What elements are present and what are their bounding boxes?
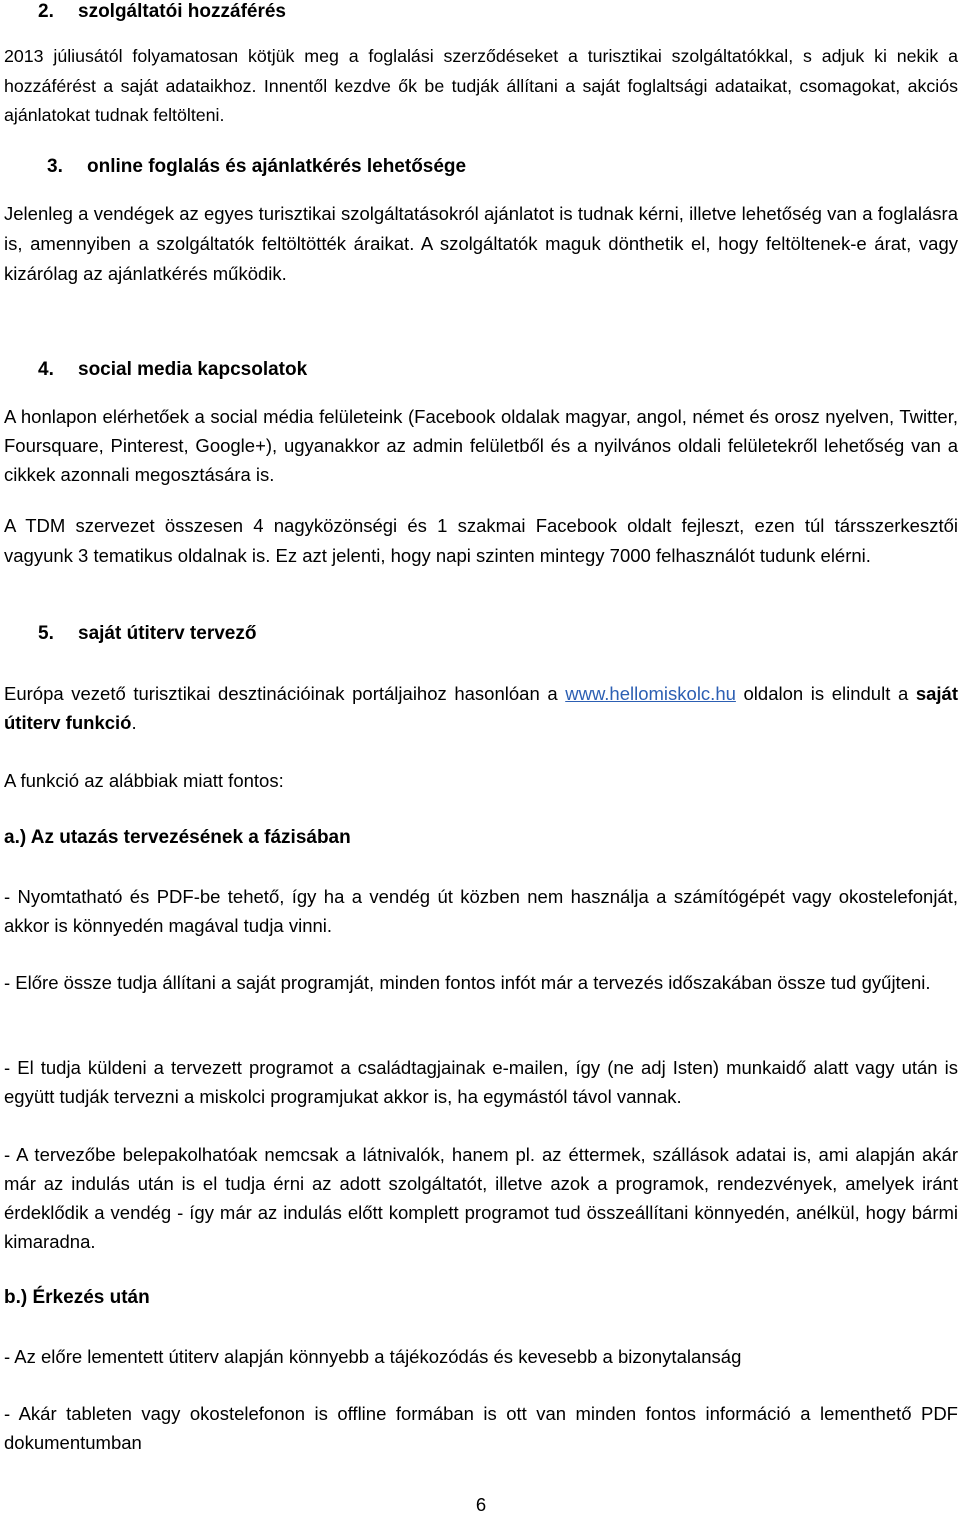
section-5-title: saját útiterv tervező <box>78 623 257 644</box>
section-5-body-mid: oldalon is elindult a <box>735 683 916 704</box>
subsection-b-heading: b.) Érkezés után <box>4 1287 150 1308</box>
subsection-a-item-1: - Nyomtatható és PDF-be tehető, így ha a vendég út közben nem használja a számítógépét vagy okostelefonját, akkor is könnyedén magával tudja vinni. <box>4 886 958 936</box>
subsection-a-item-2: - Előre össze tudja állítani a saját programját, minden fontos infót már a tervezés időszakában össze tud gyűjteni. <box>4 972 931 993</box>
section-5-body <box>4 679 958 737</box>
subsection-b-item-2: - Akár tableten vagy okostelefonon is offline formában is ott van minden fontos információ a lementhető PDF dokumentumban <box>4 1403 958 1453</box>
section-4-title: social media kapcsolatok <box>78 359 308 380</box>
section-3-title: online foglalás és ajánlatkérés lehetősége <box>87 156 467 177</box>
subsection-a-heading: a.) Az utazás tervezésének a fázisában <box>4 827 351 848</box>
page-number: 6 <box>475 1494 487 1515</box>
section-4-heading <box>38 358 307 382</box>
document-page <box>4 0 958 1515</box>
section-5-body-pre: Európa vezető turisztikai desztinációinak portáljaihoz hasonlóan a <box>4 683 566 704</box>
section-3-heading <box>47 155 466 179</box>
subsection-a-item-3: - El tudja küldeni a tervezett programot a családtagjainak e-mailen, így (ne adj Isten) munkaidő alatt vagy után is együtt tudják tervezni a miskolci programjukat akkor is, ha egymástól távol vannak. <box>4 1057 958 1107</box>
section-4-body-1: A honlapon elérhetőek a social média felületeink (Facebook oldalak magyar, angol, német és orosz nyelven, Twitter, Foursquare, Pinterest, Google+), ugyanakkor az admin felületből és a nyilvános oldali felületekről lehetőség van a cikkek azonnali megosztására is. <box>4 406 958 485</box>
hellomiskolc-link[interactable]: www.hellomiskolc.hu <box>565 683 736 704</box>
section-2-heading <box>38 0 286 24</box>
section-5-number: 5. <box>38 623 54 644</box>
section-5-body-post: . <box>131 712 137 733</box>
section-3-body: Jelenleg a vendégek az egyes turisztikai szolgáltatásokról ajánlatot is tudnak kérni, illetve lehetőség van a foglalásra is, amennyiben a szolgáltatók feltöltötték áraikat. A szolgáltatók maguk dönthetik el, hogy feltöltenek-e árat, vagy kizárólag az ajánlatkérés működik. <box>4 203 958 284</box>
subsection-b-item-1: - Az előre lementett útiterv alapján könnyebb a tájékozódás és kevesebb a bizonytalanság <box>4 1346 742 1367</box>
section-2-number: 2. <box>38 1 54 22</box>
section-5-importance: A funkció az alábbiak miatt fontos: <box>4 770 284 791</box>
section-4-number: 4. <box>38 359 54 380</box>
section-5-body-bold: saját útiterv funkció <box>4 683 959 733</box>
section-3-number: 3. <box>47 156 63 177</box>
section-4-body-2: A TDM szervezet összesen 4 nagyközönségi és 1 szakmai Facebook oldalt fejleszt, ezen túl társszerkesztői vagyunk 3 tematikus oldalnak is. Ez azt jelenti, hogy napi szinten mintegy 7000 felhasználót tudunk elérni. <box>4 515 958 566</box>
section-2-title: szolgáltatói hozzáférés <box>78 1 286 22</box>
section-2-body: 2013 júliusától folyamatosan kötjük meg a foglalási szerződéseket a turisztikai szolgáltatókkal, s adjuk ki nekik a hozzáférést a saját adataikhoz. Innentől kezdve ők be tudják állítani a saját foglaltsági adataikat, csomagokat, akciós ajánlatokat tudnak feltölteni. <box>4 46 958 125</box>
subsection-a-item-4: - A tervezőbe belepakolhatóak nemcsak a látnivalók, hanem pl. az éttermek, szállások adatai is, ami alapján akár már az indulás után is el tudja érni az adott szolgáltatót, illetve azok a programok, rendezvények, amelyek iránt érdeklődik a vendég - így már az indulás előtt komplett programot tud összeállítani könnyedén, anélkül, hogy bármi kimaradna. <box>4 1144 958 1252</box>
section-5-heading <box>38 622 256 646</box>
